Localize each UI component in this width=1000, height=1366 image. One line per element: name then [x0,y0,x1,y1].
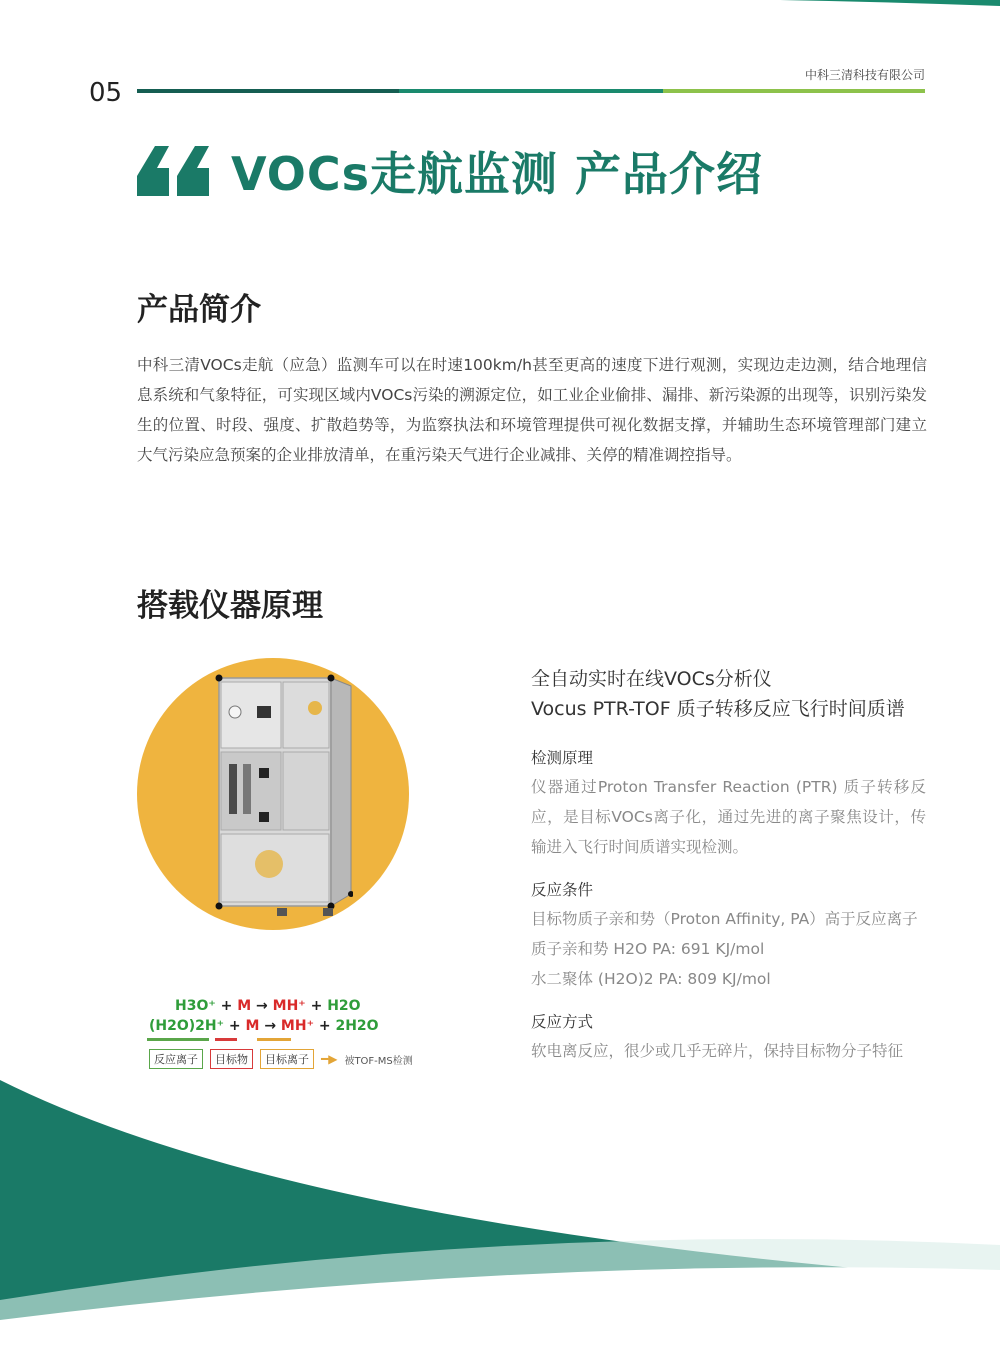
equation-legend [149,1049,413,1069]
instrument-description [531,664,926,1066]
equation-underlines [143,1038,413,1042]
instrument-title-2: Vocus PTR-TOF 质子转移反应飞行时间质谱 [531,698,905,720]
company-name: 中科三清科技有限公司 [804,68,925,82]
page-number: 05 [89,78,123,108]
top-decoration [780,0,1000,8]
equation-2: (H2O)2H⁺ + M → MH⁺ + 2H2O [149,1018,379,1034]
mode-text: 软电离反应，很少或几乎无碎片，保持目标物分子特征 [531,1042,904,1060]
label-reactant-ion: 反应离子 [149,1049,203,1069]
header-divider [137,89,925,93]
intro-heading: 产品简介 [137,292,261,328]
condition-line-2: 质子亲和势 H2O PA: 691 KJ/mol [531,940,765,958]
condition-heading: 反应条件 [531,881,594,899]
instrument-cabinet-illustration [205,672,353,922]
arrow-right-icon: ━▶ [321,1052,338,1066]
title-row [137,138,763,204]
detect-heading: 检测原理 [531,749,594,767]
page-title: VOCs走航监测 产品介绍 [231,147,764,201]
intro-paragraph: 中科三清VOCs走航（应急）监测车可以在时速100km/h甚至更高的速度下进行观测，实现边走边测，结合地理信息系统和气象特征，可实现区域内VOCs污染的溯源定位，如工业企业偷排、漏排、新污染源的出现等，识别污染发生的位置、时段、强度、扩散趋势等，为监察执法和环境管理提供可视化数据支撑，并辅助生态环境管理部门建立大气污染应急预案的企业排放清单，在重污染天气进行企业减排、关停的精准调控指导。 [137,356,927,464]
quote-icon [137,146,211,196]
detect-text: 仪器通过Proton Transfer Reaction (PTR) 质子转移反应，是目标VOCs离子化，通过先进的离子聚焦设计，传输进入飞行时间质谱实现检测。 [531,778,926,856]
reaction-equations [143,996,413,1076]
instrument-title-1: 全自动实时在线VOCs分析仪 [531,668,772,690]
mode-heading: 反应方式 [531,1013,594,1031]
condition-line-3: 水二聚体 (H2O)2 PA: 809 KJ/mol [531,970,771,988]
equation-1: H3O⁺ + M → MH⁺ + H2O [175,998,361,1014]
bottom-wave-decoration [0,1070,1000,1366]
label-target-ion: 目标离子 [260,1049,314,1069]
label-detect: 被TOF-MS检测 [344,1055,413,1067]
principle-heading: 搭载仪器原理 [137,588,323,624]
condition-line-1: 目标物质子亲和势（Proton Affinity, PA）高于反应离子 [531,910,918,928]
label-target: 目标物 [210,1049,253,1069]
